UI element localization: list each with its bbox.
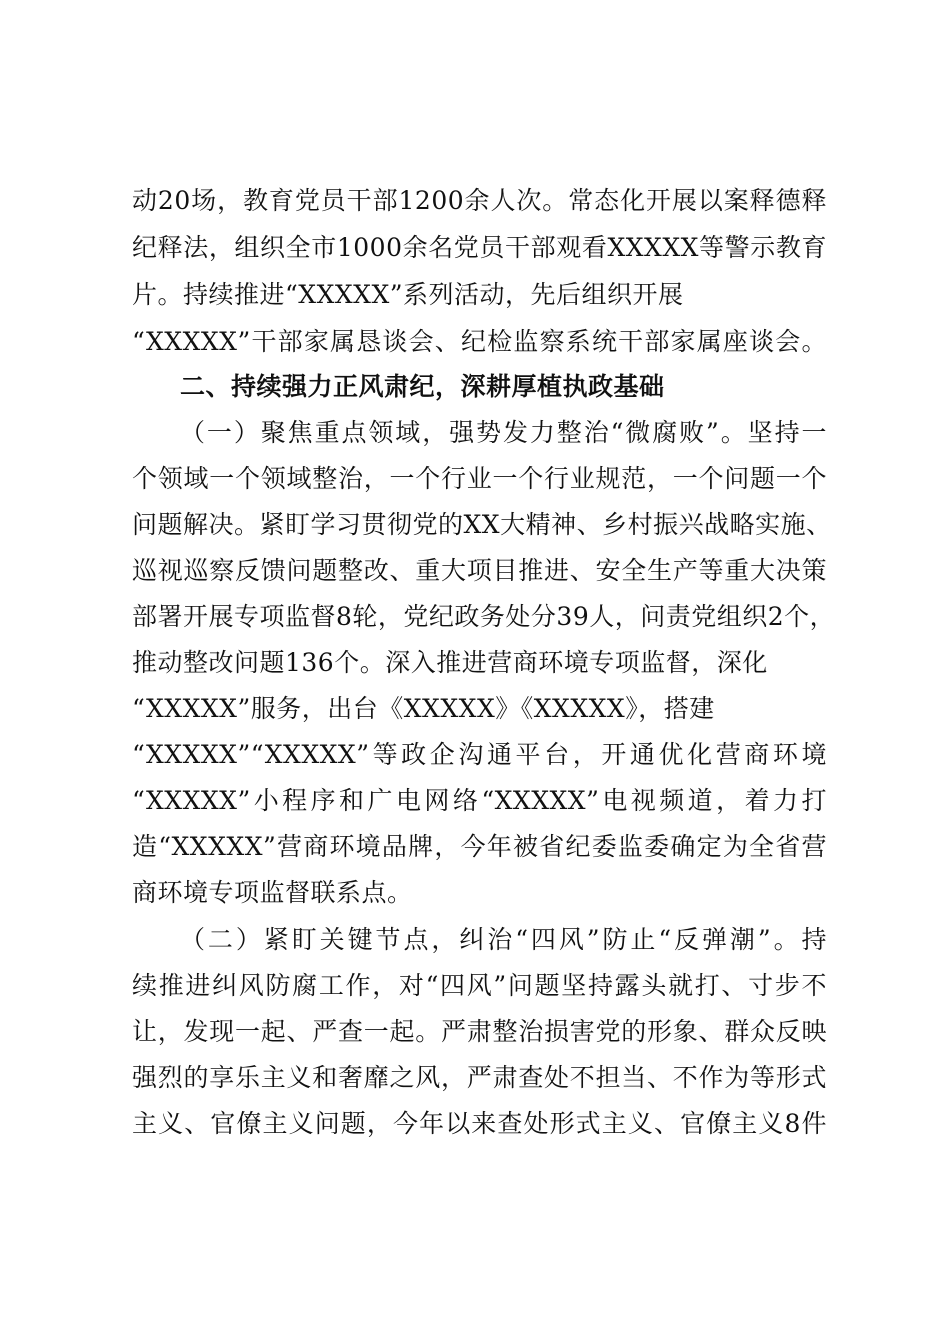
body-text-line: “XXXXX”小程序和广电网络“XXXXX”电视频道，着力打 <box>132 786 827 815</box>
body-text-line: “XXXXX”“XXXXX”等政企沟通平台，开通优化营商环境 <box>132 740 827 769</box>
body-text-line: 个领域一个领域整治，一个行业一个行业规范，一个问题一个 <box>132 464 827 493</box>
body-text-line: 问题解决。紧盯学习贯彻党的XX大精神、乡村振兴战略实施、 <box>132 510 832 539</box>
body-text-line: 商环境专项监督联系点。 <box>132 878 413 907</box>
body-text-line: 纪释法，组织全市1000余名党员干部观看XXXXX等警示教育 <box>132 233 827 262</box>
section-heading: 二、持续强力正风肃纪，深耕厚植执政基础 <box>180 372 665 401</box>
body-text-line: 续推进纠风防腐工作，对“四风”问题坚持露头就打、寸步不 <box>132 971 827 1000</box>
body-text-line: 片。持续推进“XXXXX”系列活动，先后组织开展 <box>132 280 684 309</box>
body-text-line: 动20场，教育党员干部1200余人次。常态化开展以案释德释 <box>132 186 827 215</box>
body-text-line: 巡视巡察反馈问题整改、重大项目推进、安全生产等重大决策 <box>132 556 827 585</box>
body-text-line: “XXXXX”干部家属恳谈会、纪检监察系统干部家属座谈会。 <box>132 327 827 356</box>
subsection-heading-line: （二）紧盯关键节点，纠治“四风”防止“反弹潮”。持 <box>180 925 827 954</box>
body-text-line: 主义、官僚主义问题，今年以来查处形式主义、官僚主义8件 <box>132 1109 827 1138</box>
body-text-line: 强烈的享乐主义和奢靡之风，严肃查处不担当、不作为等形式 <box>132 1063 827 1092</box>
body-text-line: 让，发现一起、严查一起。严肃整治损害党的形象、群众反映 <box>132 1017 827 1046</box>
body-text-line: 造“XXXXX”营商环境品牌，今年被省纪委监委确定为全省营 <box>132 832 827 861</box>
body-text-line: “XXXXX”服务，出台《XXXXX》《XXXXX》，搭建 <box>132 694 715 723</box>
body-text-line: 部署开展专项监督8轮，党纪政务处分39人，问责党组织2个， <box>132 602 836 631</box>
body-text-line: 推动整改问题136个。深入推进营商环境专项监督，深化 <box>132 648 768 677</box>
subsection-heading-line: （一）聚焦重点领域，强势发力整治“微腐败”。坚持一 <box>180 418 827 447</box>
